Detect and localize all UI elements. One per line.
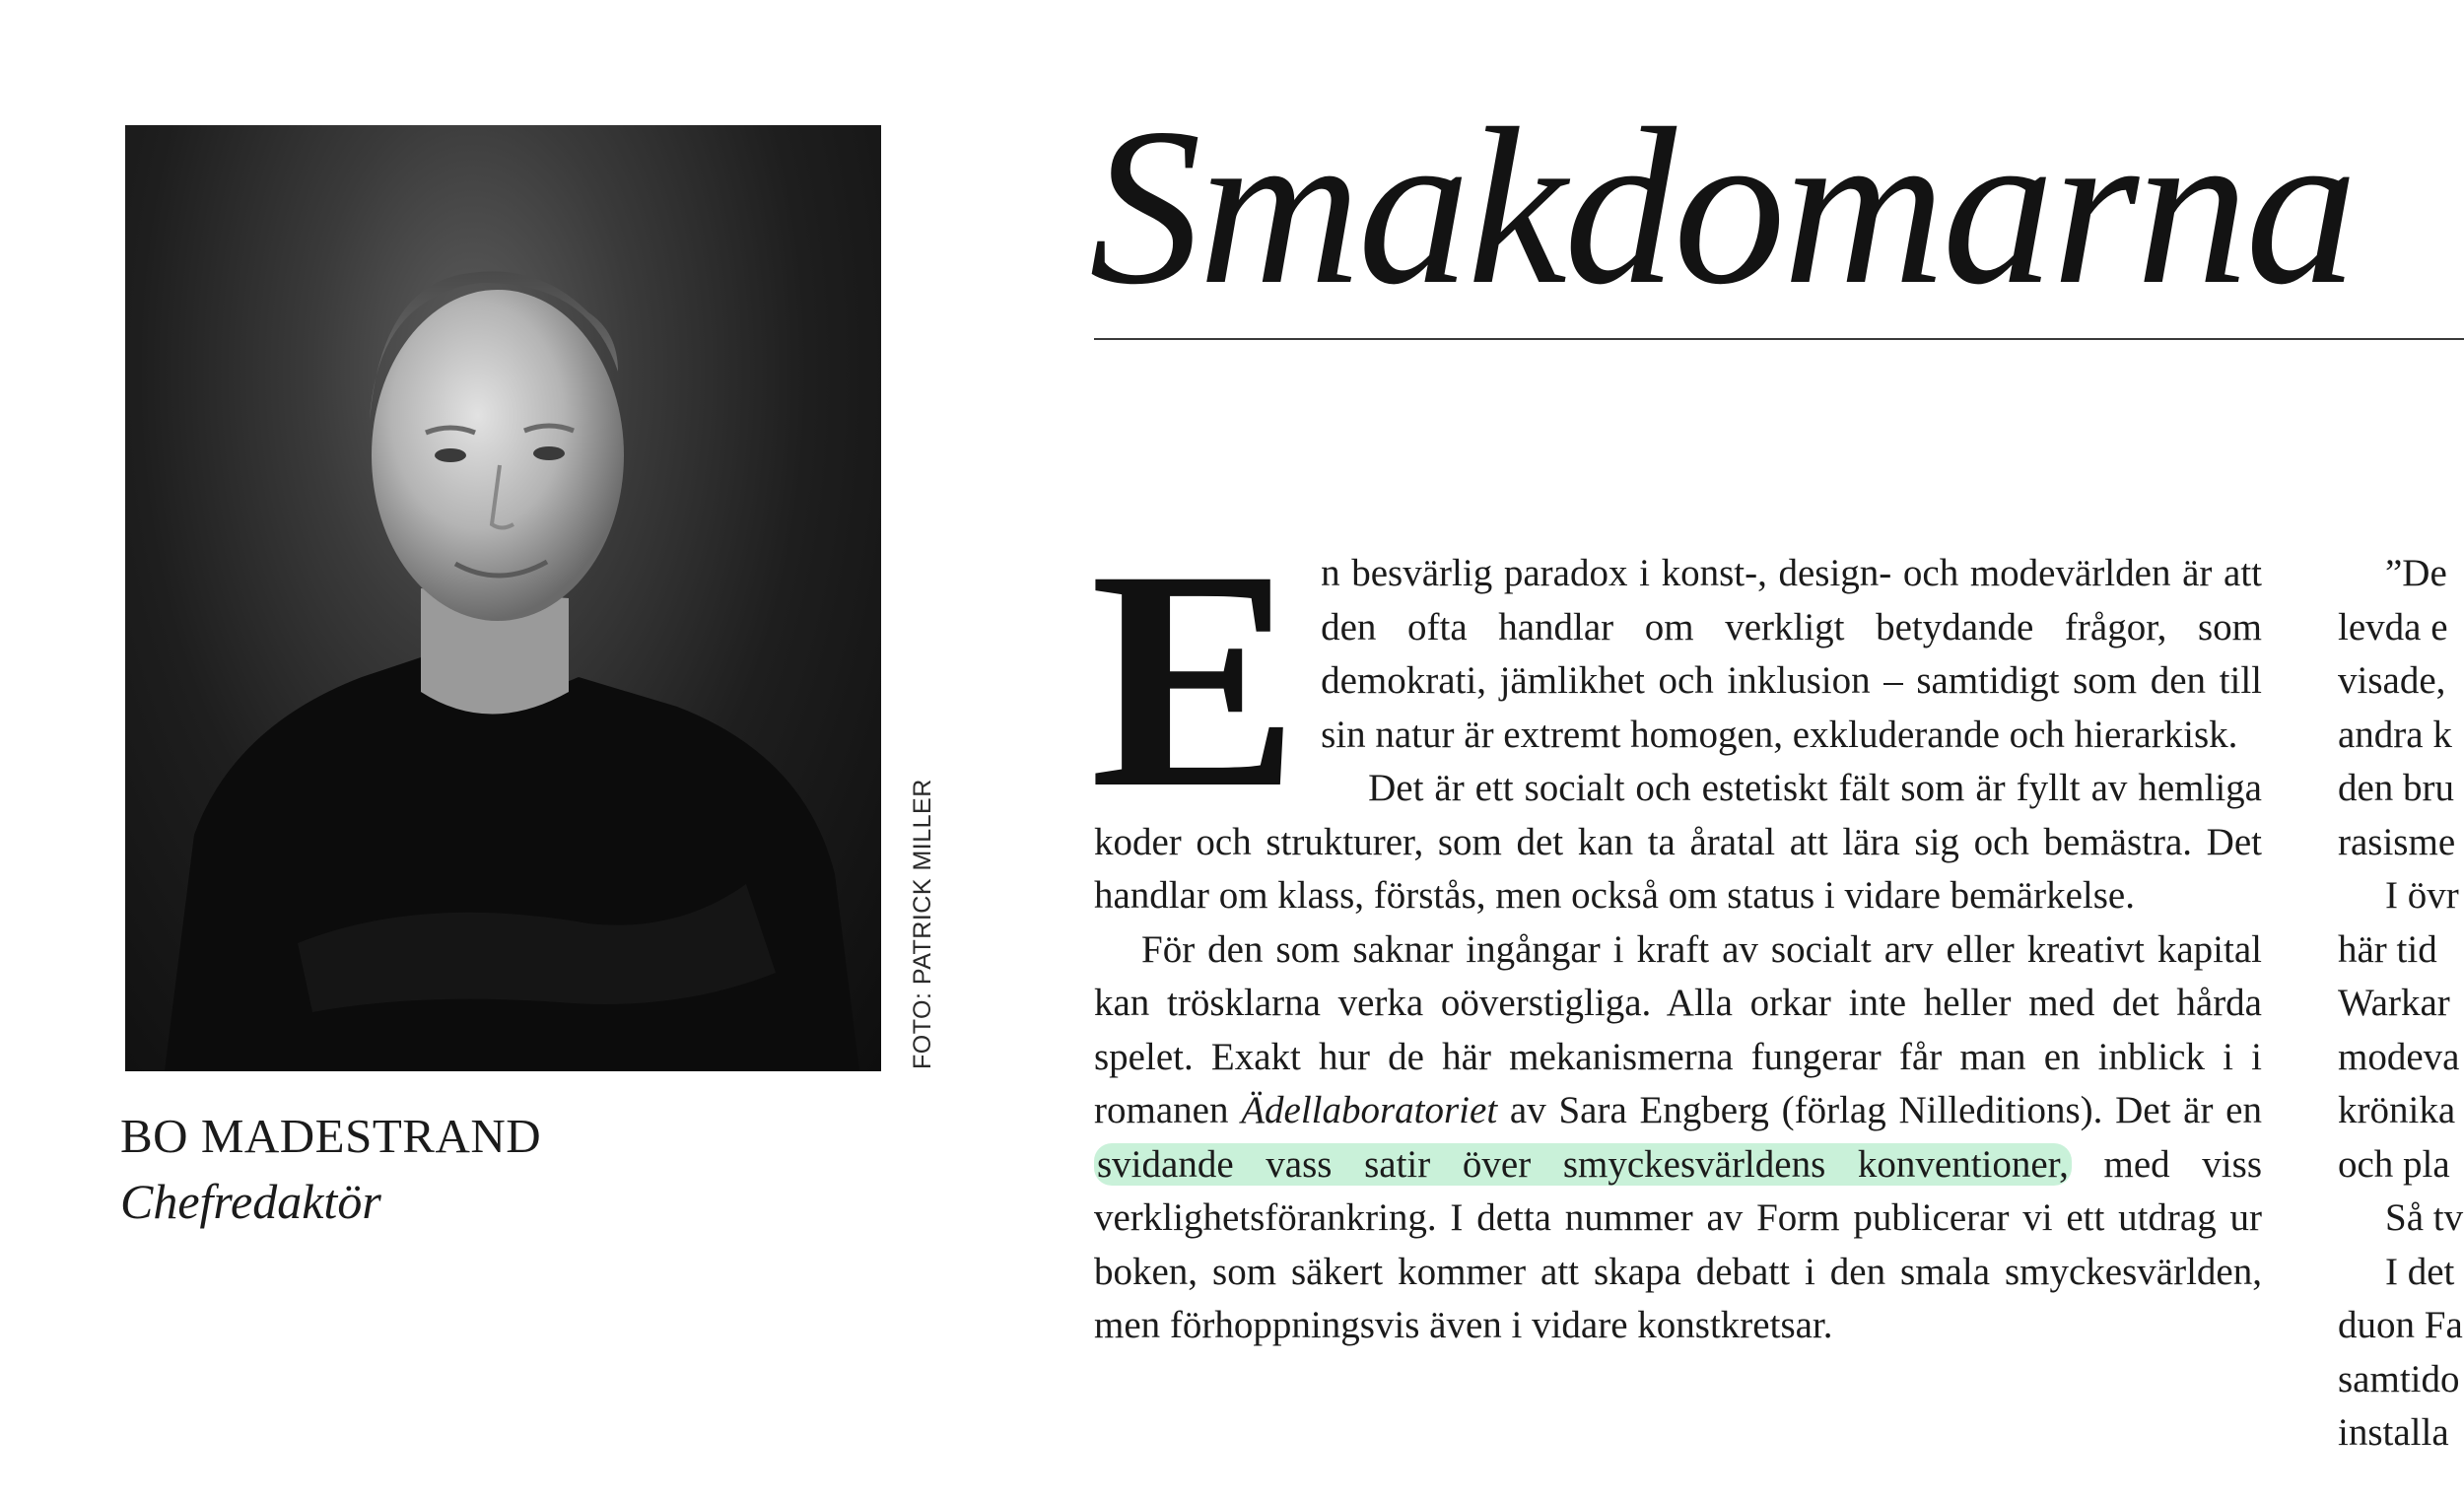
- paragraph-3-part-c: med viss verklighetsförankring. I detta nummer av Form publicerar vi ett utdrag ur boken, som säkert kommer att skapa debatt i den smala smyckesvärlden, men förhoppningsvis även i vidare konstkretsar.: [1094, 1142, 2263, 1346]
- photo-credit: FOTO: PATRICK MILLER: [909, 779, 936, 1069]
- paragraph-2: Det är ett socialt och estetiskt fält som är fyllt av hemliga koder och strukturer, som det kan ta åratal att lära sig och bemästra. Det handlar om klass, förstås, men också om status i vidare bemärkelse.: [1094, 767, 2262, 917]
- highlighted-text[interactable]: svidande vass satir över smyckesvärldens konventioner,: [1094, 1143, 2072, 1186]
- book-title: Ädellaboratoriet: [1241, 1089, 1498, 1131]
- column-line: Så tv: [2385, 1196, 2464, 1239]
- second-column: [2338, 547, 2464, 1461]
- column-line: modeva: [2338, 1035, 2460, 1078]
- author-name: BO MADESTRAND: [120, 1109, 542, 1163]
- column-line: samtido: [2338, 1357, 2460, 1400]
- paragraph-3: [1094, 923, 2262, 1353]
- column-line: rasisme: [2338, 820, 2456, 863]
- column-line: ”De: [2385, 552, 2447, 594]
- drop-cap: E: [1090, 506, 1300, 852]
- article-body: [1090, 506, 2263, 1353]
- article-headline: Smakdomarna: [1089, 83, 2356, 331]
- column-line: den bru: [2338, 767, 2455, 809]
- paragraph-3-part-a: För den som saknar ingångar i kraft av socialt arv eller kreativt kapital kan trösklarna verka oöverstigliga. Alla orkar inte heller med det hårda spelet. Exakt hur de här mekanismerna fungerar får man en inblick i i romanen: [1094, 927, 2262, 1131]
- author-role: Chefredaktör: [120, 1174, 381, 1229]
- author-portrait: [125, 125, 881, 1071]
- column-line: och pla: [2338, 1142, 2450, 1186]
- portrait-illustration: [125, 125, 881, 1071]
- column-line: levda e: [2338, 605, 2448, 648]
- headline-rule: [1094, 338, 2464, 340]
- column-line: duon Fa: [2338, 1304, 2463, 1346]
- column-line: Warkar: [2338, 982, 2450, 1024]
- column-line: andra k: [2338, 713, 2452, 756]
- column-line: I det: [2385, 1250, 2455, 1293]
- column-line: I övr: [2385, 874, 2459, 917]
- column-line: här tid: [2338, 927, 2437, 971]
- paragraph-3-part-b: av Sara Engberg (förlag Nilleditions). Det är en: [1497, 1089, 2262, 1131]
- column-line: visade,: [2338, 659, 2446, 702]
- column-line: installa: [2338, 1411, 2449, 1454]
- paragraph-1-text: n besvärlig paradox i konst-, design- och modevärlden är att den ofta handlar om verkligt betydande frågor, som demokrati, jämlikhet och inklusion – samtidigt som den till sin natur är extremt homogen, exkluderande och hierarkisk.: [1321, 552, 2262, 756]
- column-line: krönika: [2338, 1089, 2456, 1131]
